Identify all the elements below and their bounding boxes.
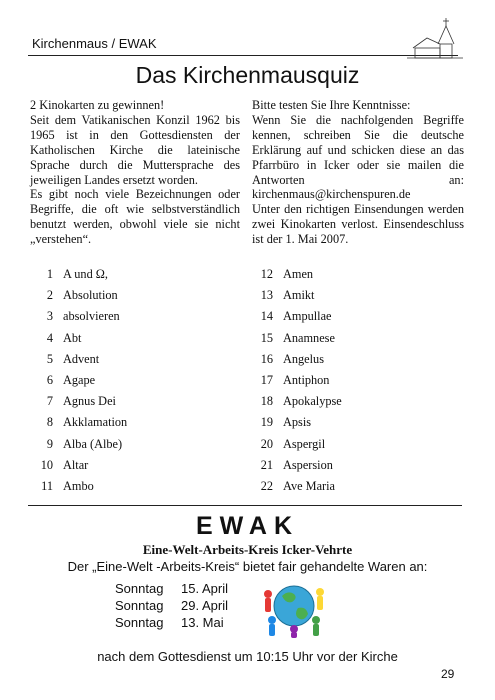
term-row (250, 370, 342, 391)
term-number: 15 (260, 330, 273, 345)
ewak-time-note: nach dem Gottesdienst um 10:15 Uhr vor der Kirche (97, 649, 398, 664)
sale-date: 13. Mai (181, 615, 224, 630)
term-row (250, 349, 342, 370)
term-row (250, 434, 342, 455)
term-row (30, 455, 127, 476)
term-number: 21 (260, 457, 273, 472)
term-label: absolvieren (63, 309, 120, 324)
term-number: 13 (260, 288, 273, 303)
header-rule (28, 55, 458, 56)
term-number: 22 (260, 478, 273, 493)
sale-date-row (115, 581, 228, 596)
term-row (250, 306, 342, 327)
term-number: 12 (260, 267, 273, 281)
intro-paragraph: Unter den richtigen Einsendungen werden zwei Kinokarten verlost. Einsendeschluss ist der 1. Mai 2007. (252, 202, 464, 247)
term-row (30, 476, 127, 497)
term-number: 1 (46, 267, 53, 281)
sale-day: Sonntag (115, 615, 164, 630)
term-row (30, 349, 127, 370)
term-label: Agnus Dei (63, 394, 116, 409)
section-header: Kirchenmaus / EWAK (32, 36, 157, 51)
term-label: Apokalypse (283, 394, 342, 409)
term-label: Ambo (63, 478, 94, 493)
term-row (30, 285, 127, 306)
sale-day: Sonntag (115, 598, 164, 613)
term-number: 11 (41, 478, 53, 493)
term-label: Absolution (63, 288, 118, 303)
term-row (250, 264, 342, 285)
term-label: Amikt (283, 288, 315, 303)
intro-paragraph: 2 Kinokarten zu gewinnen! (30, 98, 165, 112)
term-number: 10 (40, 457, 53, 472)
intro-paragraph: Bitte testen Sie Ihre Kenntnisse: (252, 98, 411, 112)
term-row (250, 285, 342, 306)
intro-paragraph: Seit dem Vatikanischen Konzil 1962 bis 1965 ist in den Gottesdiensten der Katholischen Kirche die lateinische Sprache durch die Muttersprache des jeweiligen Landes ersetzt worden. (30, 112, 240, 187)
sale-date: 15. April (181, 581, 228, 596)
term-label: Anamnese (283, 330, 335, 345)
term-label: Apsis (283, 415, 312, 430)
term-label: Angelus (283, 351, 324, 366)
sale-date: 29. April (181, 598, 228, 613)
term-row (30, 306, 127, 327)
intro-paragraph: Es gibt noch viele Bezeichnungen oder Begriffe, die oft wie selbstverständlich benutzt werden, obwohl viele sie nicht „verstehen“. (30, 187, 240, 247)
term-row (250, 391, 342, 412)
page-number: 29 (441, 667, 455, 681)
ewak-title: EWAK (196, 512, 299, 540)
term-label: Amen (283, 267, 314, 281)
term-number: 9 (46, 436, 53, 451)
intro-right-column (252, 98, 464, 247)
sale-date-row (115, 598, 228, 613)
term-number: 2 (46, 288, 53, 303)
term-row (30, 264, 127, 285)
term-label: Antiphon (283, 372, 330, 387)
term-list-right (250, 264, 342, 497)
term-list-left (30, 264, 127, 497)
term-label: Abt (63, 330, 82, 345)
term-number: 5 (46, 351, 53, 366)
globe-icon (274, 586, 314, 626)
intro-paragraph: Wenn Sie die nachfolgenden Begriffe kennen, schreiben Sie die deutsche Erklärung auf und schicken diese an das Pfarrbüro in Icker oder sie mailen die Antworten an: kirchenmaus@kirchenspuren.de (252, 112, 464, 202)
term-label: Ave Maria (283, 478, 336, 493)
term-label: A und Ω, (63, 267, 109, 281)
term-number: 14 (260, 309, 273, 324)
term-row (250, 455, 342, 476)
term-number: 18 (260, 394, 273, 409)
ewak-description: Der „Eine-Welt -Arbeits-Kreis“ bietet fair gehandelte Waren an: (67, 559, 428, 574)
term-number: 20 (260, 436, 273, 451)
term-label: Alba (Albe) (63, 436, 123, 451)
term-number: 19 (260, 415, 273, 430)
term-label: Ampullae (283, 309, 332, 324)
ewak-subtitle: Eine-Welt-Arbeits-Kreis Icker-Vehrte (142, 542, 353, 557)
section-divider (28, 505, 462, 506)
term-number: 4 (46, 330, 53, 345)
term-number: 8 (46, 415, 53, 430)
term-number: 6 (46, 372, 53, 387)
term-number: 7 (46, 394, 53, 409)
term-label: Agape (63, 372, 96, 387)
term-label: Aspergil (283, 436, 326, 451)
sale-day: Sonntag (115, 581, 164, 596)
term-row (250, 412, 342, 433)
term-row (30, 434, 127, 455)
term-label: Aspersion (283, 457, 333, 472)
term-number: 16 (260, 351, 273, 366)
term-row (30, 370, 127, 391)
term-label: Altar (63, 457, 89, 472)
intro-left-column (30, 98, 240, 247)
sale-date-row (115, 615, 224, 630)
term-row (250, 476, 342, 497)
term-row (30, 328, 127, 349)
term-number: 17 (260, 372, 273, 387)
term-row (250, 328, 342, 349)
globe-children-image (258, 576, 330, 638)
term-row (30, 391, 127, 412)
term-label: Akklamation (63, 415, 128, 430)
term-number: 3 (46, 309, 53, 324)
page-title: Das Kirchenmausquiz (135, 62, 360, 88)
term-label: Advent (63, 351, 100, 366)
term-row (30, 412, 127, 433)
